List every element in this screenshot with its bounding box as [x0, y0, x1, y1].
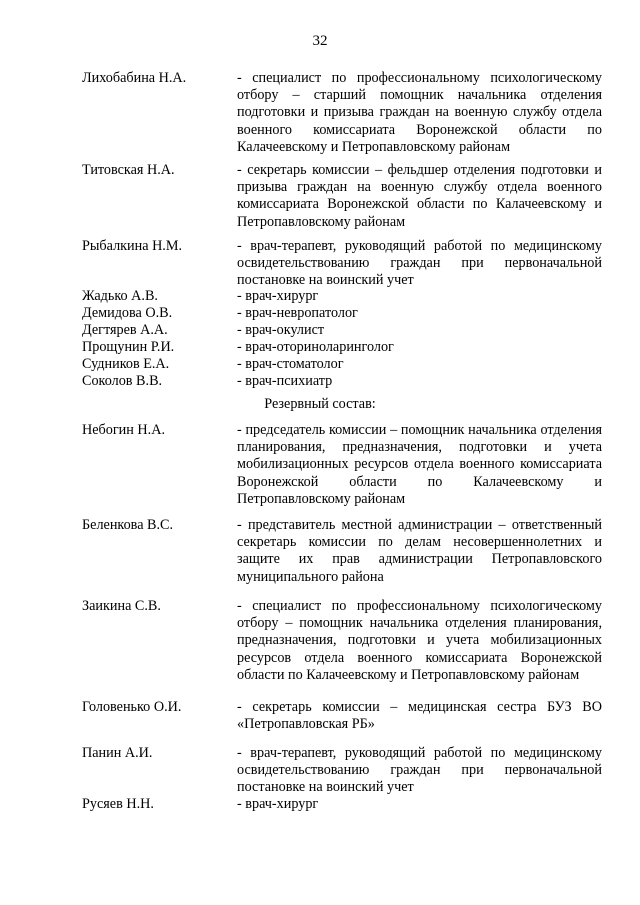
- reserve-heading: Резервный состав:: [264, 396, 376, 412]
- member-role: - специалист по профессиональному психологическому отбору – старший помощник начальника отделения подготовки и призыва граждан на военную службу отдела военного комиссариата Воронежской области по Калачеевскому и Петропавловскому районам: [237, 70, 602, 155]
- member-role: - врач-стоматолог: [237, 356, 344, 372]
- member-name: Панин А.И.: [82, 745, 153, 761]
- member-role: - врач-хирург: [237, 796, 319, 812]
- member-name: Судников Е.А.: [82, 356, 170, 372]
- member-name: Заикина С.В.: [82, 598, 161, 614]
- member-name: Прощунин Р.И.: [82, 339, 175, 355]
- member-name: Беленкова В.С.: [82, 517, 174, 533]
- member-name: Головенько О.И.: [82, 699, 182, 715]
- member-name: Небогин Н.А.: [82, 422, 165, 438]
- member-role: - врач-психиатр: [237, 373, 333, 389]
- member-name: Дегтярев А.А.: [82, 322, 168, 338]
- member-name: Соколов В.В.: [82, 373, 163, 389]
- member-role: - врач-невропатолог: [237, 305, 358, 321]
- member-role: - специалист по профессиональному психологическому отбору – помощник начальника отделения планирования, предназначения, подготовки и учета мобилизационных ресурсов отдела военного комиссариата Воронежской области по Калачеевскому и Петропавловскому районам: [237, 598, 602, 683]
- member-role: - представитель местной администрации – ответственный секретарь комиссии по делам несовершеннолетних и защите их прав администрации Петропавловского муниципального района: [237, 517, 602, 585]
- member-role: - врач-терапевт, руководящий работой по медицинскому освидетельствованию граждан при первоначальной постановке на воинский учет: [237, 238, 602, 289]
- page-number: 32: [312, 33, 328, 49]
- member-name: Демидова О.В.: [82, 305, 173, 321]
- member-role: - врач-хирург: [237, 288, 319, 304]
- member-name: Лихобабина Н.А.: [82, 70, 187, 86]
- member-role: - секретарь комиссии – медицинская сестра БУЗ ВО «Петропавловская РБ»: [237, 699, 602, 733]
- member-role: - врач-окулист: [237, 322, 325, 338]
- member-role: - врач-оториноларинголог: [237, 339, 394, 355]
- member-name: Жадько А.В.: [82, 288, 158, 304]
- member-role: - врач-терапевт, руководящий работой по медицинскому освидетельствованию граждан при первоначальной постановке на воинский учет: [237, 745, 602, 796]
- member-role: - секретарь комиссии – фельдшер отделения подготовки и призыва граждан на военную службу отдела военного комиссариата Воронежской области по Калачеевскому и Петропавловскому районам: [237, 162, 602, 230]
- member-name: Русяев Н.Н.: [82, 796, 154, 812]
- member-name: Рыбалкина Н.М.: [82, 238, 183, 254]
- member-role: - председатель комиссии – помощник начальника отделения планирования, предназначения, подготовки и учета мобилизационных ресурсов отдела военного комиссариата Воронежской области по Калачеевскому и Петропавловскому районам: [237, 422, 602, 507]
- member-name: Титовская Н.А.: [82, 162, 175, 178]
